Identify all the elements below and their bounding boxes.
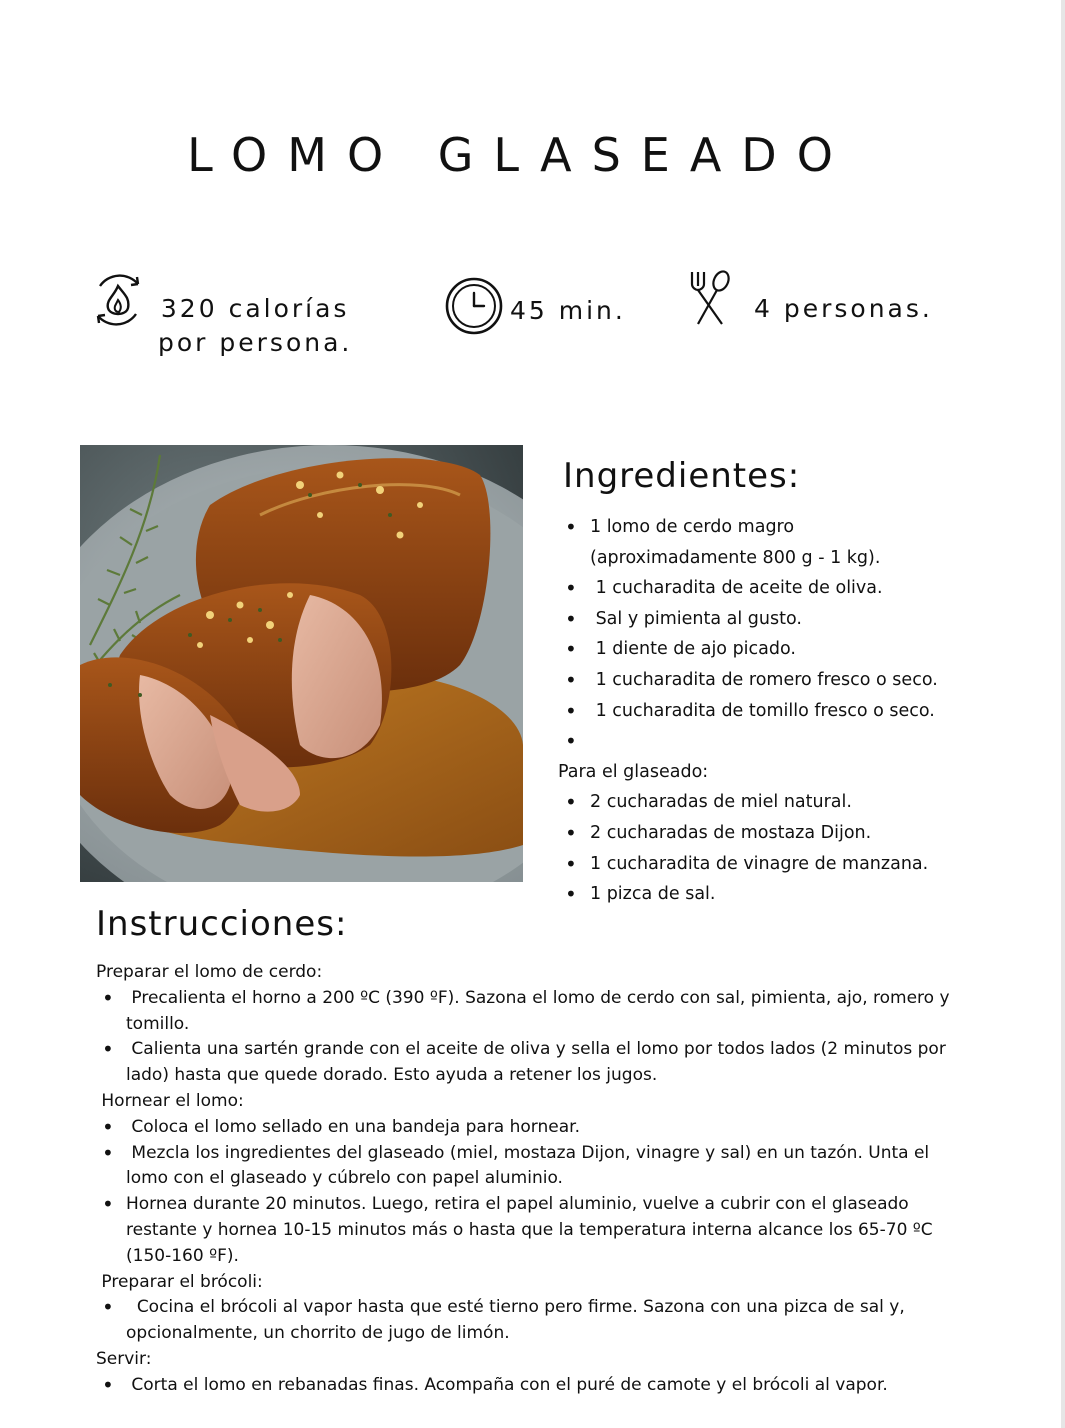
ingredient-item: • 1 diente de ajo picado.: [560, 634, 980, 665]
dish-photo: [80, 445, 523, 882]
instruction-section-title: Servir:: [96, 1348, 152, 1369]
page-edge: [1061, 0, 1065, 1428]
ingredient-item: • 1 lomo de cerdo magro: [560, 512, 980, 543]
instruction-section-title: Preparar el brócoli:: [96, 1271, 263, 1292]
instruction-step: • Precalienta el horno a 200 ºC (390 ºF). Sazona el lomo de cerdo con sal, pimienta, ajo, romero y tomillo.: [96, 986, 966, 1038]
time-text: 45 min.: [510, 296, 626, 325]
ingredient-item-empty: [560, 726, 980, 757]
page-title: LOMO GLASEADO: [187, 128, 853, 182]
instruction-section-title: Preparar el lomo de cerdo:: [96, 962, 323, 982]
instruction-step: • Coloca el lomo sellado en una bandeja para hornear.: [96, 1115, 966, 1141]
ingredient-item: • 1 cucharadita de tomillo fresco o seco.: [560, 696, 980, 727]
glaze-item: • 2 cucharadas de miel natural.: [560, 787, 980, 818]
instruction-section-title: Hornear el lomo:: [96, 1090, 244, 1111]
clock-icon: [444, 276, 504, 336]
ingredient-item: • Sal y pimienta al gusto.: [560, 604, 980, 635]
calories-text: 320 calorías por persona.: [158, 294, 353, 357]
instruction-step: • Calienta una sartén grande con el aceite de oliva y sella el lomo por todos lados (2 minutos por lado) hasta que quede dorado. Esto ayuda a retener los jugos.: [96, 1037, 966, 1089]
servings-text: 4 personas.: [754, 294, 933, 323]
fork-spoon-icon: [686, 268, 734, 328]
instruction-step: • Cocina el brócoli al vapor hasta que esté tierno pero firme. Sazona con una pizca de sal y, opcionalmente, un chorrito de jugo de limón.: [96, 1295, 966, 1347]
glaze-heading: Para el glaseado:: [558, 761, 709, 782]
stat-time: [444, 276, 626, 336]
stat-calories: [88, 270, 352, 360]
instructions-body: [96, 960, 966, 1399]
ingredient-item-continued: (aproximadamente 800 g - 1 kg).: [590, 547, 881, 568]
flame-cycle-icon: [88, 270, 148, 330]
instruction-step: • Hornea durante 20 minutos. Luego, retira el papel aluminio, vuelve a cubrir con el glaseado restante y hornea 10-15 minutos más o hasta que la temperatura interna alcance los 65-70 ºC (150-160 ºF).: [96, 1192, 966, 1269]
instruction-step: • Corta el lomo en rebanadas finas. Acompaña con el puré de camote y el brócoli al vapor.: [96, 1373, 966, 1399]
stat-servings: [686, 268, 933, 328]
instruction-step: • Mezcla los ingredientes del glaseado (miel, mostaza Dijon, vinagre y sal) en un tazón. Unta el lomo con el glaseado y cúbrelo con papel aluminio.: [96, 1141, 966, 1193]
instructions-heading: Instrucciones:: [96, 904, 348, 944]
glaze-item: • 2 cucharadas de mostaza Dijon.: [560, 818, 980, 849]
ingredient-item: • 1 cucharadita de romero fresco o seco.: [560, 665, 980, 696]
glaze-item: • 1 cucharadita de vinagre de manzana.: [560, 849, 980, 880]
glaze-item: • 1 pizca de sal.: [560, 879, 980, 910]
ingredient-item: • 1 cucharadita de aceite de oliva.: [560, 573, 980, 604]
ingredients-heading: Ingredientes:: [563, 456, 801, 496]
ingredients-list: [560, 512, 980, 910]
